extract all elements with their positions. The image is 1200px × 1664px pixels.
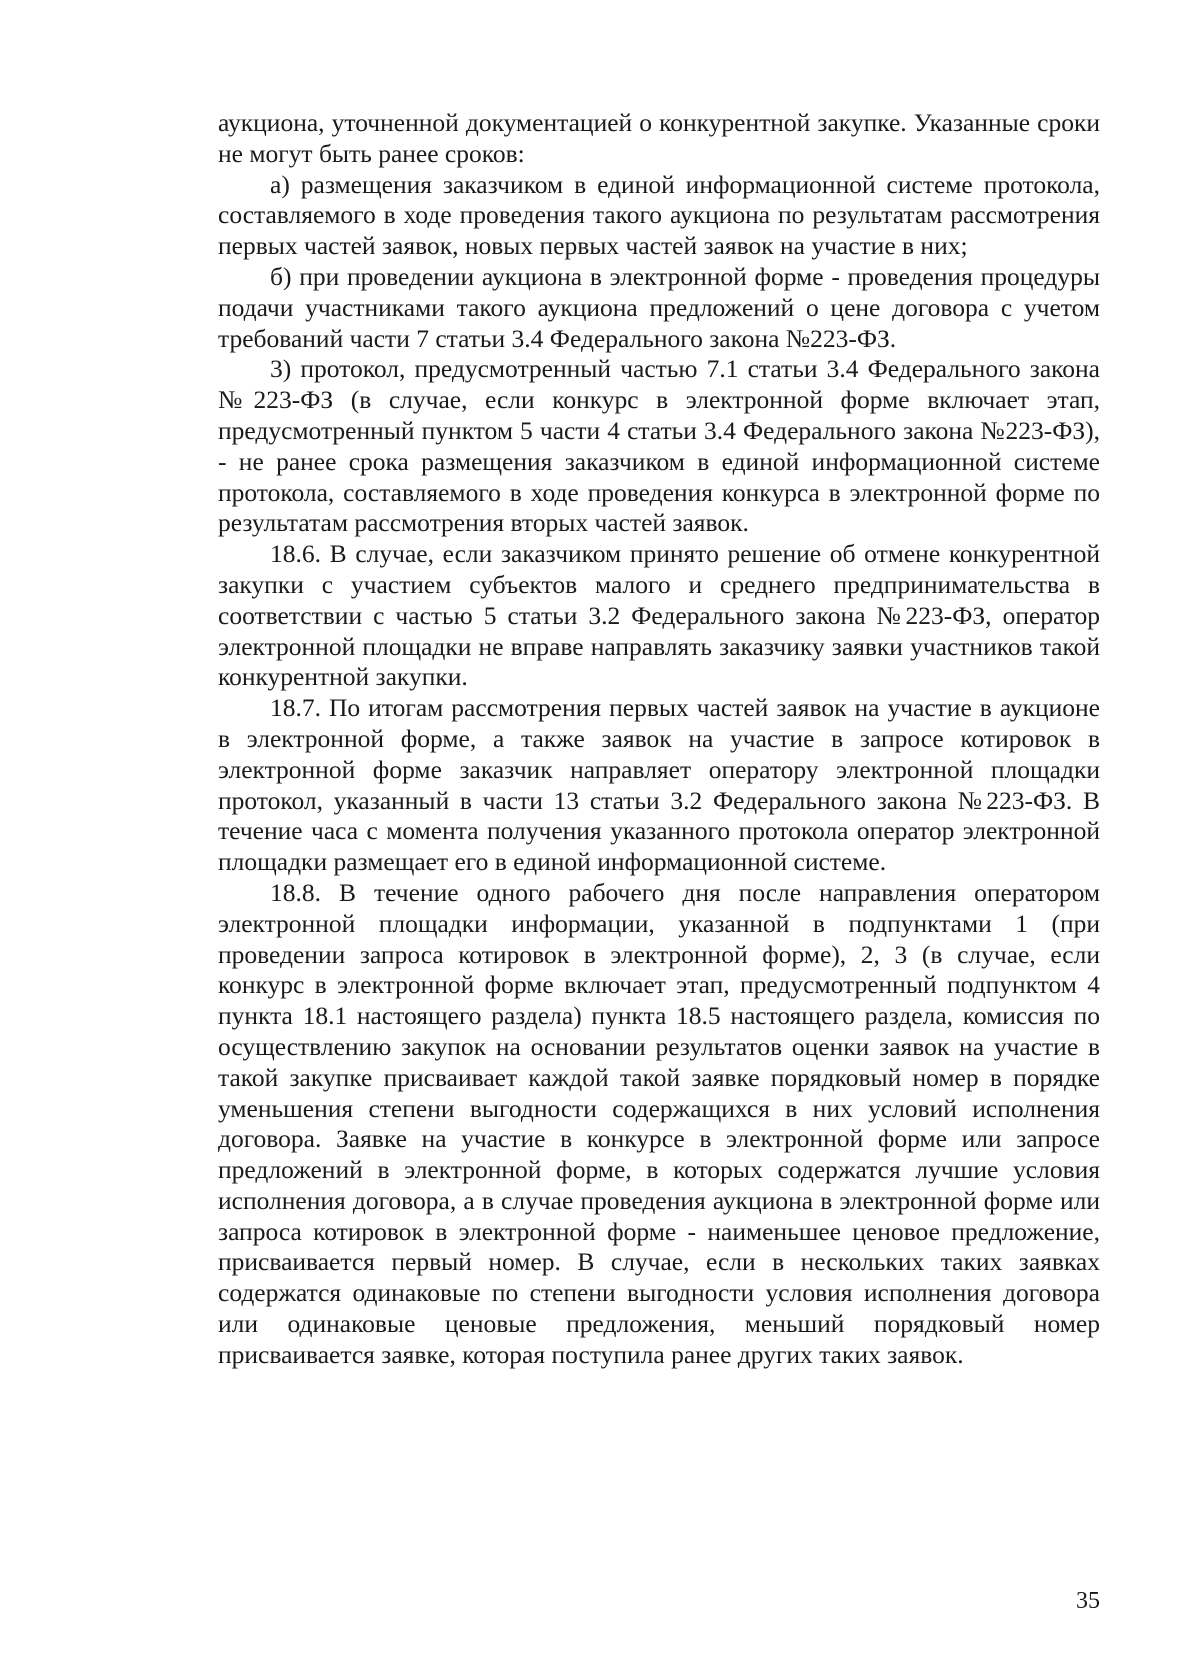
paragraph-18-7: 18.7. По итогам рассмотрения первых частей заявок на участие в аукционе в электронной форме, а также заявок на участие в запросе котировок в электронной форме заказчик направляет оператору электронной площадки протокол, указанный в части 13 статьи 3.2 Федерального закона №223-ФЗ. В течение часа с момента получения указанного протокола оператор электронной площадки размещает его в единой информационной системе. bbox=[218, 693, 1100, 877]
paragraph-item-3: 3) протокол, предусмотренный частью 7.1 статьи 3.4 Федерального закона №223-ФЗ (в случае, если конкурс в электронной форме включает этап, предусмотренный пунктом 5 части 4 статьи 3.4 Федерального закона №223-ФЗ), - не ранее срока размещения заказчиком в единой информационной системе протокола, составляемого в ходе проведения конкурса в электронной форме по результатам рассмотрения вторых частей заявок. bbox=[218, 354, 1100, 538]
paragraph-18-8: 18.8. В течение одного рабочего дня после направления оператором электронной площадки информации, указанной в подпунктами 1 (при проведении запроса котировок в электронной форме), 2, 3 (в случае, если конкурс в электронной форме включает этап, предусмотренный подпунктом 4 пункта 18.1 настоящего раздела) пункта 18.5 настоящего раздела, комиссия по осуществлению закупок на основании результатов оценки заявок на участие в такой закупке присваивает каждой такой заявке порядковый номер в порядке уменьшения степени выгодности содержащихся в них условий исполнения договора. Заявке на участие в конкурсе в электронной форме или запросе предложений в электронной форме, в которых содержатся лучшие условия исполнения договора, а в случае проведения аукциона в электронной форме или запроса котировок в электронной форме - наименьшее ценовое предложение, присваивается первый номер. В случае, если в нескольких таких заявках содержатся одинаковые по степени выгодности условия исполнения договора или одинаковые ценовые предложения, меньший порядковый номер присваивается заявке, которая поступила ранее других таких заявок. bbox=[218, 877, 1100, 1369]
paragraph-item-b: б) при проведении аукциона в электронной форме - проведения процедуры подачи участниками такого аукциона предложений о цене договора с учетом требований части 7 статьи 3.4 Федерального закона №223-ФЗ. bbox=[218, 261, 1100, 353]
document-body bbox=[218, 108, 1100, 1371]
paragraph-continuation: аукциона, уточненной документацией о конкурентной закупке. Указанные сроки не могут быть ранее сроков: bbox=[218, 108, 1100, 168]
paragraph-item-a: а) размещения заказчиком в единой информационной системе протокола, составляемого в ходе проведения такого аукциона по результатам рассмотрения первых частей заявок, новых первых частей заявок на участие в них; bbox=[218, 169, 1100, 261]
page-number: 35 bbox=[1076, 1588, 1100, 1614]
paragraph-18-6: 18.6. В случае, если заказчиком принято решение об отмене конкурентной закупки с участием субъектов малого и среднего предпринимательства в соответствии с частью 5 статьи 3.2 Федерального закона №223-ФЗ, оператор электронной площадки не вправе направлять заказчику заявки участников такой конкурентной закупки. bbox=[218, 539, 1100, 692]
